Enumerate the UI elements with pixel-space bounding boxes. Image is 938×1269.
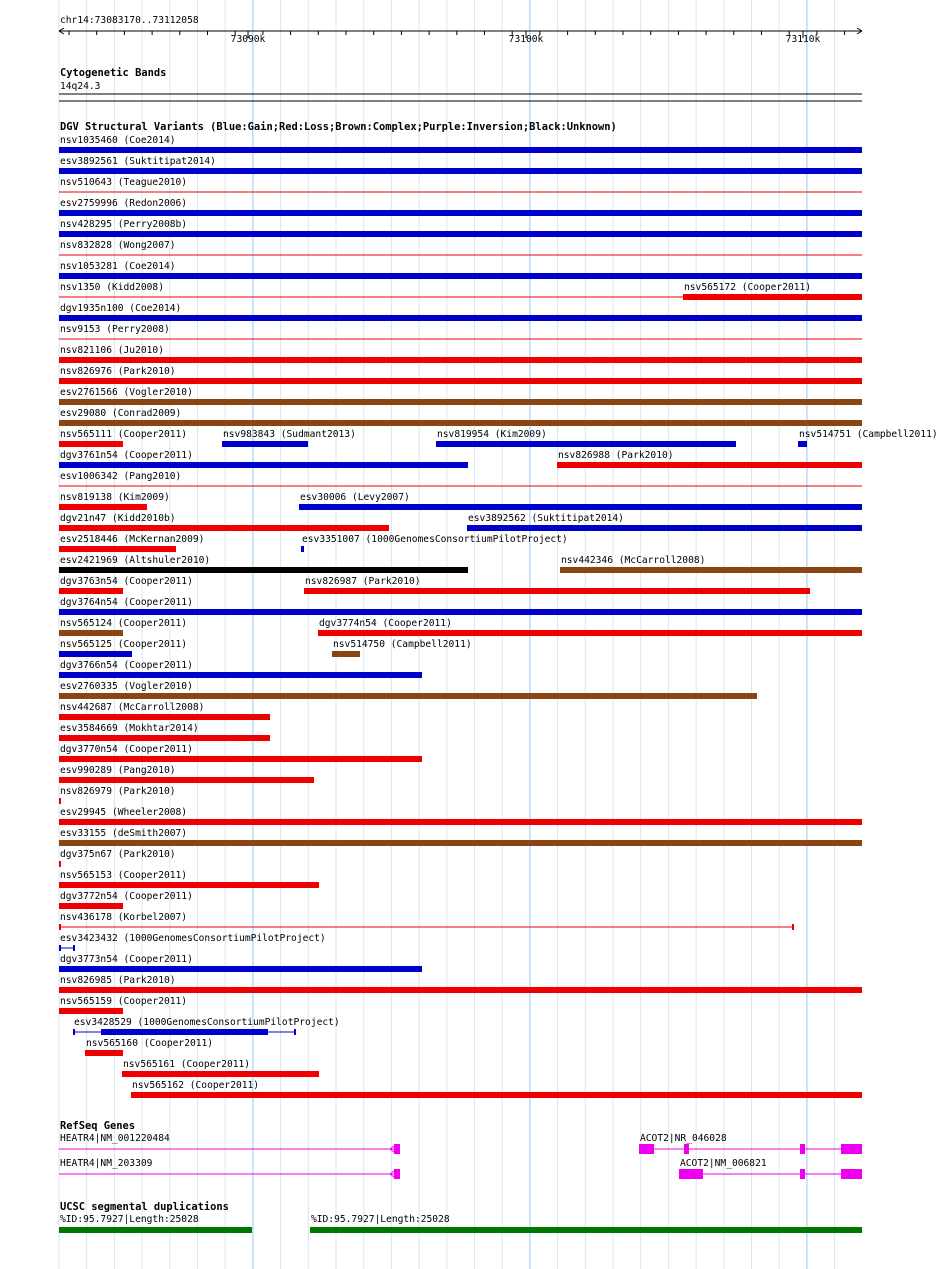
gene-exon (639, 1144, 654, 1154)
dgv-feature-bar (59, 630, 123, 636)
dgv-feature-label: dgv375n67 (Park2010) (60, 849, 176, 860)
dgv-feature-bar (59, 651, 132, 657)
dgv-feature-label: nsv565172 (Cooper2011) (684, 282, 812, 293)
dgv-feature-bar (59, 693, 757, 699)
dgv-feature-bar (101, 1029, 268, 1035)
location-label: chr14:73083170..73112058 (60, 15, 199, 26)
dgv-feature-bar (59, 1008, 123, 1014)
dgv-feature-label: dgv3764n54 (Cooper2011) (60, 597, 193, 608)
track-title-dgv: DGV Structural Variants (Blue:Gain;Red:Loss;Brown:Complex;Purple:Inversion;Black:Unknown) (60, 121, 617, 133)
dgv-feature-cap (294, 1029, 296, 1035)
dgv-feature-label: esv3584669 (Mokhtar2014) (60, 723, 199, 734)
dgv-feature-bar (683, 294, 862, 300)
dgv-feature-bar (59, 819, 862, 825)
dgv-feature-label: nsv514750 (Campbell2011) (333, 639, 472, 650)
ruler-tick-label: 73110k (785, 34, 821, 45)
gene-exon (841, 1169, 862, 1179)
dgv-feature-bar (59, 567, 468, 573)
dgv-feature-label: dgv3772n54 (Cooper2011) (60, 891, 193, 902)
dgv-feature-bar (798, 441, 807, 447)
dgv-feature-bar (59, 147, 862, 153)
dgv-feature-label: esv3351007 (1000GenomesConsortiumPilotProject) (302, 534, 568, 545)
dgv-feature-bar (59, 882, 319, 888)
dgv-feature-label: esv29945 (Wheeler2008) (60, 807, 188, 818)
dgv-feature-bar (59, 441, 123, 447)
dgv-feature-label: nsv826985 (Park2010) (60, 975, 176, 986)
dgv-feature-bar (59, 861, 61, 867)
dgv-feature-bar (122, 1071, 319, 1077)
dgv-feature-label: esv990289 (Pang2010) (60, 765, 176, 776)
dgv-feature-label: nsv428295 (Perry2008b) (60, 219, 188, 230)
dgv-feature-label: esv2518446 (McKernan2009) (60, 534, 205, 545)
dgv-feature-bar (59, 525, 389, 531)
dgv-feature-label: nsv821106 (Ju2010) (60, 345, 164, 356)
dgv-feature-bar (436, 441, 736, 447)
dgv-feature-label: nsv826987 (Park2010) (305, 576, 421, 587)
dgv-feature-label: dgv3766n54 (Cooper2011) (60, 660, 193, 671)
dgv-feature-label: nsv826976 (Park2010) (60, 366, 176, 377)
track-title-cytoband: Cytogenetic Bands (60, 67, 167, 79)
dgv-feature-label: nsv565153 (Cooper2011) (60, 870, 188, 881)
dgv-feature-cap (59, 945, 61, 951)
dgv-feature-label: nsv436178 (Korbel2007) (60, 912, 188, 923)
dgv-feature-cap (59, 924, 61, 930)
gene-label: ACOT2|NR_046028 (640, 1133, 727, 1144)
dgv-feature-bar (59, 756, 422, 762)
dgv-feature-label: esv2761566 (Vogler2010) (60, 387, 193, 398)
dgv-feature-bar (222, 441, 308, 447)
dgv-feature-label: nsv1350 (Kidd2008) (60, 282, 164, 293)
dgv-feature-bar (59, 315, 862, 321)
dgv-feature-label: nsv565124 (Cooper2011) (60, 618, 188, 629)
dgv-feature-label: nsv819138 (Kim2009) (60, 492, 170, 503)
cytoband-label: 14q24.3 (60, 81, 101, 92)
dgv-feature-bar (560, 567, 862, 573)
dgv-feature-label: nsv442346 (McCarroll2008) (561, 555, 706, 566)
dgv-feature-bar (301, 546, 304, 552)
track-title-segdup: UCSC segmental duplications (60, 1201, 229, 1213)
dgv-feature-label: nsv832828 (Wong2007) (60, 240, 176, 251)
dgv-feature-label: dgv3761n54 (Cooper2011) (60, 450, 193, 461)
dgv-feature-label: esv3428529 (1000GenomesConsortiumPilotProject) (74, 1017, 340, 1028)
gene-exon (800, 1144, 805, 1154)
dgv-feature-bar (304, 588, 810, 594)
dgv-feature-bar (59, 903, 123, 909)
dgv-feature-bar (59, 672, 422, 678)
dgv-feature-label: nsv565161 (Cooper2011) (123, 1059, 251, 1070)
dgv-feature-bar (59, 609, 862, 615)
dgv-feature-bar (59, 399, 862, 405)
dgv-feature-bar (467, 525, 862, 531)
gene-exon (394, 1144, 400, 1154)
dgv-feature-label: nsv565162 (Cooper2011) (132, 1080, 260, 1091)
dgv-feature-label: dgv1935n100 (Coe2014) (60, 303, 182, 314)
dgv-feature-label: dgv3774n54 (Cooper2011) (319, 618, 452, 629)
gene-label: HEATR4|NM_001220484 (60, 1133, 170, 1144)
dgv-feature-bar (59, 378, 862, 384)
dgv-feature-label: esv30006 (Levy2007) (300, 492, 410, 503)
dgv-feature-label: nsv565125 (Cooper2011) (60, 639, 188, 650)
ruler-tick-label: 73100k (508, 34, 544, 45)
dgv-feature-bar (131, 1092, 862, 1098)
dgv-feature-bar (59, 168, 862, 174)
dgv-feature-bar (59, 735, 270, 741)
dgv-feature-label: nsv565159 (Cooper2011) (60, 996, 188, 1007)
dgv-feature-bar (59, 840, 862, 846)
dgv-feature-bar (557, 462, 862, 468)
gene-exon (679, 1169, 703, 1179)
dgv-feature-label: nsv442687 (McCarroll2008) (60, 702, 205, 713)
dgv-feature-bar (59, 966, 422, 972)
segdup-bar (59, 1227, 252, 1233)
dgv-feature-label: dgv21n47 (Kidd2010b) (60, 513, 176, 524)
dgv-feature-cap (73, 1029, 75, 1035)
dgv-feature-label: nsv819954 (Kim2009) (437, 429, 547, 440)
dgv-feature-label: esv2421969 (Altshuler2010) (60, 555, 211, 566)
ruler-tick-label: 73090k (230, 34, 266, 45)
dgv-feature-cap (73, 945, 75, 951)
gene-label: HEATR4|NM_203309 (60, 1158, 153, 1169)
segdup-label: %ID:95.7927|Length:25028 (311, 1214, 450, 1225)
dgv-feature-label: dgv3763n54 (Cooper2011) (60, 576, 193, 587)
dgv-feature-label: dgv3770n54 (Cooper2011) (60, 744, 193, 755)
gene-exon (841, 1144, 862, 1154)
dgv-feature-label: esv2759996 (Redon2006) (60, 198, 188, 209)
dgv-feature-label: nsv1035460 (Coe2014) (60, 135, 176, 146)
dgv-feature-label: nsv826979 (Park2010) (60, 786, 176, 797)
gene-exon (394, 1169, 400, 1179)
dgv-feature-bar (59, 588, 123, 594)
dgv-feature-bar (59, 357, 862, 363)
dgv-feature-bar (59, 210, 862, 216)
dgv-feature-bar (332, 651, 360, 657)
dgv-feature-bar (59, 987, 862, 993)
dgv-feature-label: esv29080 (Conrad2009) (60, 408, 182, 419)
dgv-feature-label: nsv1053281 (Coe2014) (60, 261, 176, 272)
segdup-label: %ID:95.7927|Length:25028 (60, 1214, 199, 1225)
dgv-feature-bar (59, 798, 61, 804)
dgv-feature-label: esv33155 (deSmith2007) (60, 828, 188, 839)
gene-label: ACOT2|NM_006821 (680, 1158, 767, 1169)
dgv-feature-bar (59, 462, 468, 468)
dgv-feature-label: nsv983843 (Sudmant2013) (223, 429, 356, 440)
dgv-feature-label: nsv514751 (Campbell2011) (799, 429, 938, 440)
dgv-feature-label: nsv565111 (Cooper2011) (60, 429, 188, 440)
dgv-feature-bar (59, 504, 147, 510)
dgv-feature-label: nsv510643 (Teague2010) (60, 177, 188, 188)
dgv-feature-label: esv2760335 (Vogler2010) (60, 681, 193, 692)
dgv-feature-label: esv3892562 (Suktitipat2014) (468, 513, 624, 524)
segdup-bar (310, 1227, 862, 1233)
track-title-refseq: RefSeq Genes (60, 1120, 136, 1132)
gene-exon (684, 1144, 689, 1154)
dgv-feature-bar (318, 630, 862, 636)
dgv-feature-cap (792, 924, 794, 930)
dgv-feature-label: esv1006342 (Pang2010) (60, 471, 182, 482)
dgv-feature-label: dgv3773n54 (Cooper2011) (60, 954, 193, 965)
dgv-feature-label: nsv826988 (Park2010) (558, 450, 674, 461)
dgv-feature-label: nsv9153 (Perry2008) (60, 324, 170, 335)
dgv-feature-bar (59, 420, 862, 426)
dgv-feature-bar (59, 777, 314, 783)
dgv-feature-bar (59, 231, 862, 237)
dgv-feature-bar (59, 273, 862, 279)
dgv-feature-label: esv3892561 (Suktitipat2014) (60, 156, 216, 167)
dgv-feature-bar (59, 714, 270, 720)
dgv-feature-bar (85, 1050, 123, 1056)
dgv-feature-bar (59, 546, 176, 552)
dgv-feature-bar (299, 504, 862, 510)
dgv-feature-label: nsv565160 (Cooper2011) (86, 1038, 214, 1049)
gene-exon (800, 1169, 805, 1179)
dgv-feature-label: esv3423432 (1000GenomesConsortiumPilotProject) (60, 933, 326, 944)
